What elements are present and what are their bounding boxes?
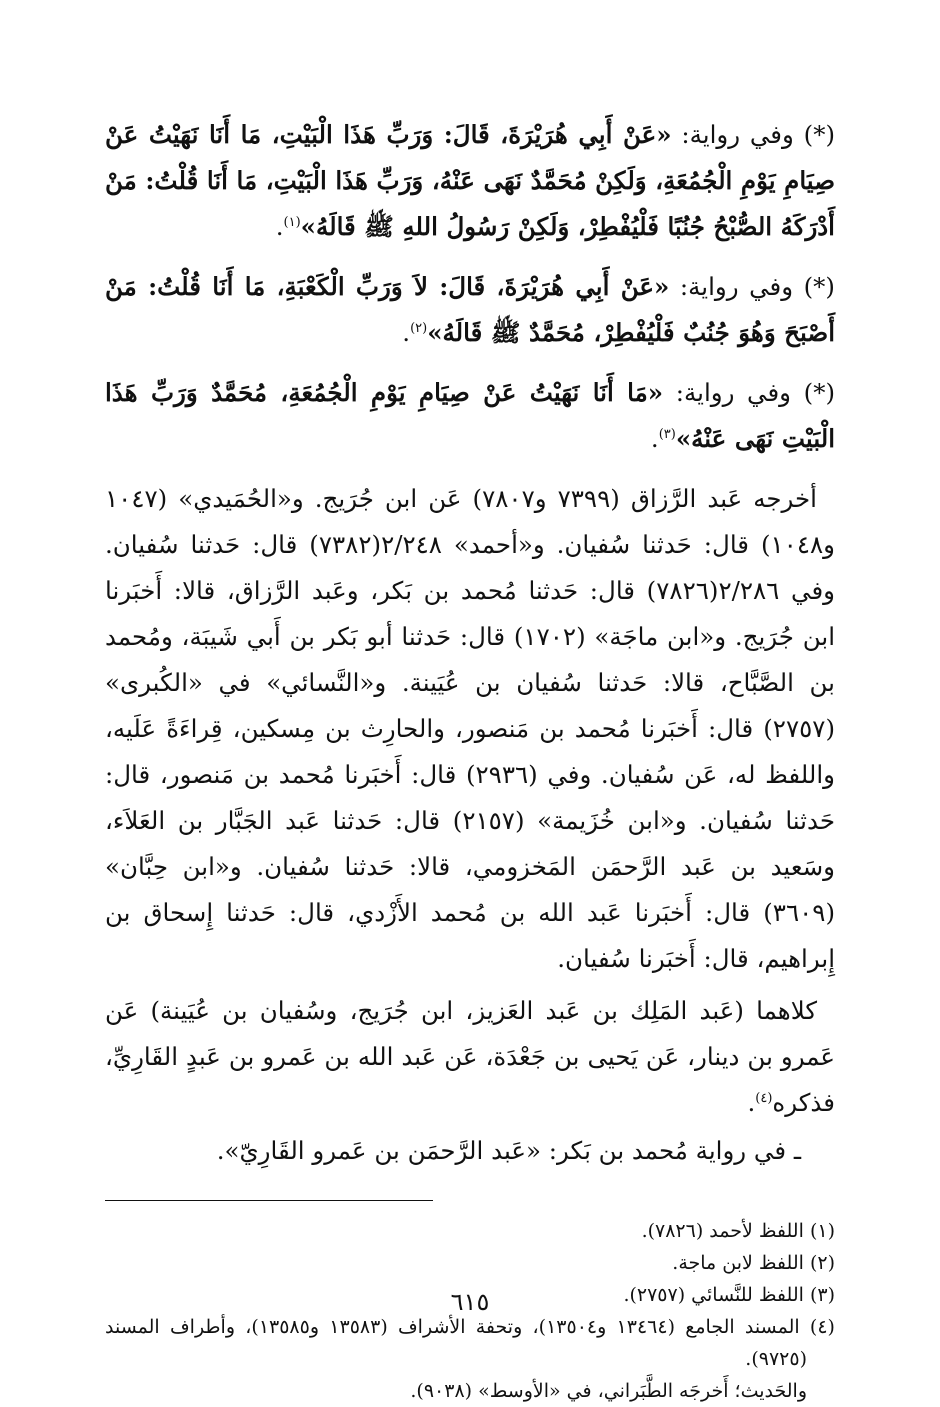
footnote-number: (٤)	[809, 1316, 835, 1338]
isnad-text: كلاهما (عَبد المَلِك بن عَبد العَزيز، ابن جُرَيج، وسُفيان بن عُيَينة) عَن عَمرو بن دينار، عَن يَحيى بن جَعْدَة، عَن عَبد الله بن عَمرو بن عَبدٍ القَارِيِّ، فذكره	[105, 996, 835, 1117]
narration-2	[105, 264, 835, 356]
footnote-ref: (٤)	[755, 1090, 773, 1106]
narration-intro: (*) وفي رواية:	[671, 120, 836, 149]
page-body	[105, 112, 835, 1407]
narration-3	[105, 370, 835, 462]
footnote-ref: (٣)	[658, 426, 676, 442]
narration-1	[105, 112, 835, 250]
sentence-end: .	[650, 424, 659, 453]
footnote-text: المسند الجامع (١٣٤٦٤ و١٣٥٠٤)، وتحفة الأشراف (١٣٥٨٣ و١٣٥٨٥)، وأطراف المسند (٩٧٢٥).	[105, 1316, 807, 1370]
sentence-end: .	[747, 1088, 756, 1117]
footnote-4-note: والحَديث؛ أَخرجَه الطَّبَراني، في «الأوسط» (٩٠٣٨).	[410, 1380, 807, 1402]
narration-intro: (*) وفي رواية:	[669, 272, 835, 301]
footnote-text: اللفظ للنَّسائي (٢٧٥٧).	[623, 1284, 804, 1306]
footnote-4	[105, 1311, 835, 1375]
footnote-separator	[105, 1200, 433, 1201]
footnote-number: (٣)	[809, 1284, 835, 1306]
footnote-2	[105, 1247, 835, 1279]
narration-intro: (*) وفي رواية:	[663, 378, 836, 407]
footnote-text: اللفظ لابن ماجة.	[672, 1252, 804, 1274]
sentence-end: .	[275, 212, 284, 241]
footnote-1	[105, 1215, 835, 1247]
page-number: ٦١٥	[450, 1288, 490, 1316]
footnote-number: (٢)	[809, 1252, 835, 1274]
takhrij-paragraph: أخرجه عَبد الرَّزاق (٧٣٩٩ و٧٨٠٧) عَن ابن جُرَيج. و«الحُمَيدي» (١٠٤٧ و١٠٤٨) قال: حَدثنا سُفيان. و«أحمد» ٢/٢٤٨(٧٣٨٢) قال: حَدثنا سُفيان. وفي ٢/٢٨٦(٧٨٢٦) قال: حَدثنا مُحمد بن بَكر، وعَبد الرَّزاق، قالا: أَخبَرنا ابن جُرَيج. و«ابن ماجَة» (١٧٠٢) قال: حَدثنا أبو بَكر بن أَبي شَيبَة، ومُحمد بن الصَّبَّاح، قالا: حَدثنا سُفيان بن عُيَينة. و«النَّسائي» في «الكُبرى» (٢٧٥٧) قال: أَخبَرنا مُحمد بن مَنصور، والحارِث بن مِسكين، قِراءَةً عَلَيه، واللفظ له، عَن سُفيان. وفي (٢٩٣٦) قال: أَخبَرنا مُحمد بن مَنصور، قال: حَدثنا سُفيان. و«ابن خُزَيمة» (٢١٥٧) قال: حَدثنا عَبد الجَبَّار بن العَلاَء، وسَعيد بن عَبد الرَّحمَن المَخزومي، قالا: حَدثنا سُفيان. و«ابن حِبَّان» (٣٦٠٩) قال: أَخبَرنا عَبد الله بن مُحمد الأَزْدي، قال: حَدثنا إِسحاق بن إِبراهيم، قال: أَخبَرنا سُفيان.	[105, 484, 836, 973]
sentence-end: .	[402, 318, 411, 347]
isnad-paragraph	[105, 988, 835, 1126]
variant-note: ـ في رواية مُحمد بن بَكر: «عَبد الرَّحمَن بن عَمرو القَارِيّ».	[216, 1136, 801, 1165]
hadith-text: «عَنْ أَبِي هُرَيْرَةَ، قَالَ: لاَ وَرَبِّ الْكَعْبَةِ، مَا أَنَا قُلْتُ: مَنْ أَصْبَحَ وَهُوَ جُنُبٌ فَلْيُفْطِرْ، مُحَمَّدٌ ﷺ قَالَهُ»	[105, 272, 835, 347]
hadith-text: «مَا أَنَا نَهَيْتُ عَنْ صِيَامِ يَوْمِ الْجُمُعَةِ، مُحَمَّدٌ وَرَبِّ هَذَا الْبَيْتِ نَهَى عَنْهُ»	[105, 378, 835, 453]
footnote-number: (١)	[809, 1220, 835, 1242]
footnote-text: اللفظ لأحمد (٧٨٢٦).	[641, 1220, 804, 1242]
hadith-text: «عَنْ أَبِي هُرَيْرَةَ، قَالَ: وَرَبِّ هَذَا الْبَيْتِ، مَا أَنَا نَهَيْتُ عَنْ صِيَامِ يَوْمِ الْجُمُعَةِ، وَلَكِنْ مُحَمَّدٌ نَهَى عَنْهُ، وَرَبِّ هَذَا الْبَيْتِ، مَا أَنَا قُلْتُ: مَنْ أَدْرَكَهُ الصُّبْحُ جُنُبًا فَلْيُفْطِرْ، وَلَكِنْ رَسُولُ اللهِ ﷺ قَالَهُ»	[105, 120, 835, 241]
footnote-ref: (٢)	[410, 320, 428, 336]
footnote-ref: (١)	[283, 214, 301, 230]
